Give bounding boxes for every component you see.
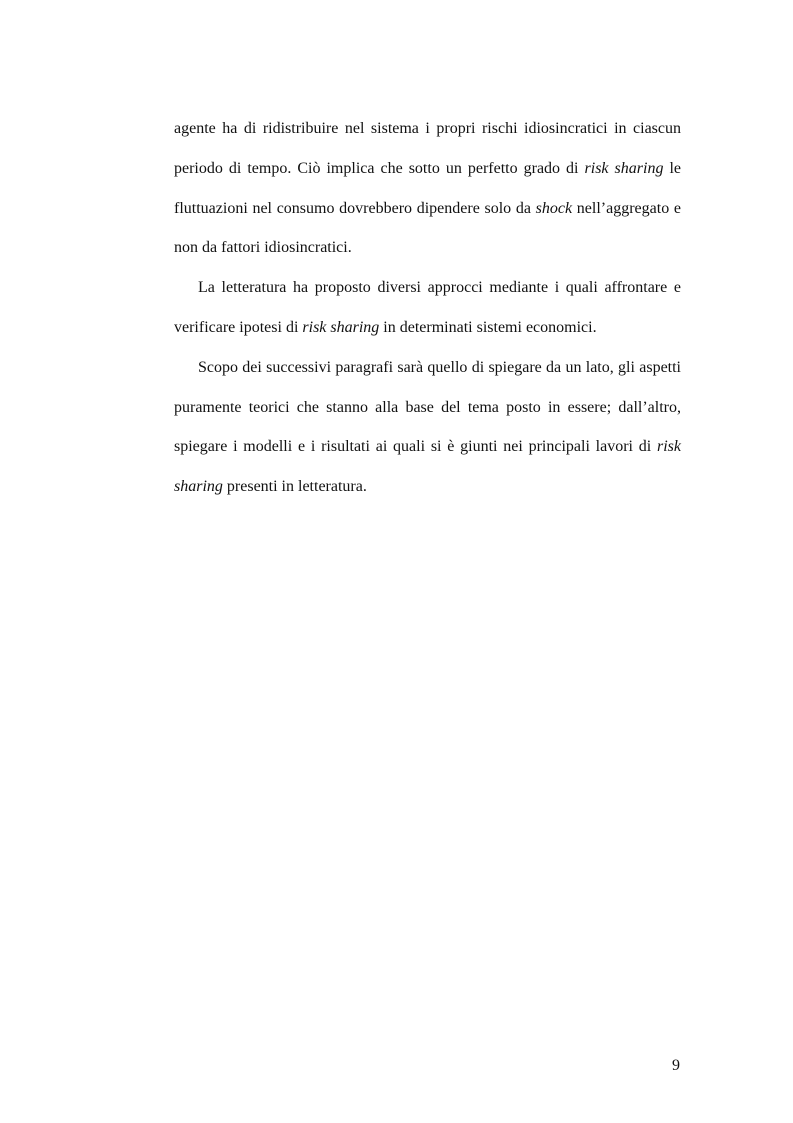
page-number: 9: [672, 1057, 680, 1074]
text-segment: La letteratura ha proposto diversi approcci mediante i quali affrontare e verificare ipotesi di: [174, 279, 681, 336]
text-segment: agente ha di ridistribuire nel sistema i propri rischi idiosincratici in ciascun periodo di tempo. Ciò implica che sotto un perfetto grado di: [174, 120, 681, 177]
italic-term: risk sharing: [174, 438, 681, 496]
italic-term: risk sharing: [584, 159, 664, 177]
text-segment: Scopo dei successivi paragrafi sarà quello di spiegare da un lato, gli aspetti puramente teorici che stanno alla base del tema posto in essere; dall’altro, spiegare i modelli e i risultati ai quali si è giunti nei principali lavori di: [174, 358, 681, 456]
italic-term: shock: [535, 199, 573, 217]
paragraph-2: [174, 268, 681, 348]
italic-term: risk sharing: [302, 318, 380, 336]
text-segment: nell’aggregato e non da fattori idiosincratici.: [174, 199, 682, 257]
body-text: [174, 109, 681, 507]
text-segment: in determinati sistemi economici.: [379, 318, 597, 336]
paragraph-3: [174, 348, 681, 507]
text-segment: presenti in letteratura.: [222, 478, 367, 496]
paragraph-1: [174, 109, 681, 268]
text-segment: le fluttuazioni nel consumo dovrebbero dipendere solo da: [174, 159, 682, 217]
